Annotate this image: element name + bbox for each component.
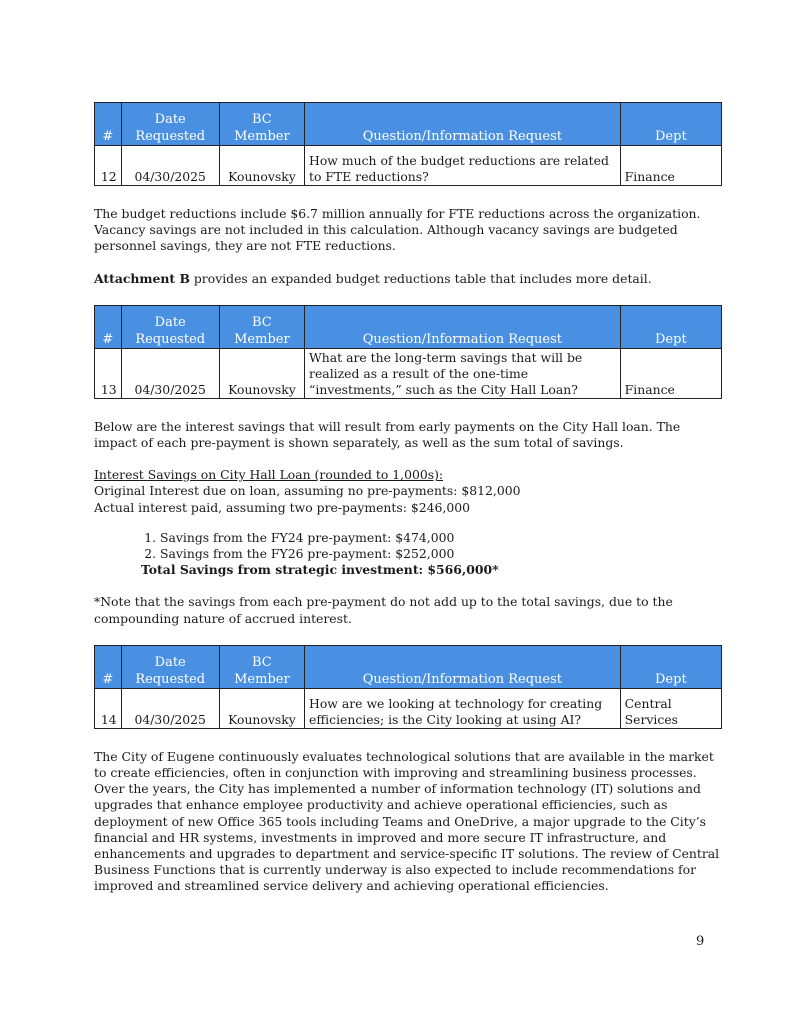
header-question: Question/Information Request (305, 103, 621, 146)
actual-interest-line: Actual interest paid, assuming two pre-payments: $246,000 (94, 499, 470, 515)
list-item: 1. Savings from the FY24 pre-payment: $474,000 (160, 530, 722, 546)
original-interest-line: Original Interest due on loan, assuming no pre-payments: $812,000 (94, 483, 521, 499)
page-number: 9 (696, 934, 705, 949)
header-question: Question/Information Request (305, 305, 621, 348)
header-dept: Dept (620, 305, 721, 348)
row-dept: Finance (620, 146, 721, 186)
row-dept: Finance (620, 348, 721, 398)
list-item: 2. Savings from the FY26 pre-payment: $252,000 (160, 546, 722, 562)
table-row (95, 348, 722, 398)
question-table-14 (94, 645, 722, 729)
savings-list (94, 530, 722, 562)
attachment-text: provides an expanded budget reductions table that includes more detail. (189, 270, 652, 286)
table-header-row (95, 305, 722, 348)
header-num: # (95, 305, 122, 348)
header-date: Date Requested (121, 305, 219, 348)
header-question: Question/Information Request (305, 645, 621, 688)
attachment-note (94, 271, 722, 287)
header-date: Date Requested (121, 645, 219, 688)
row-question: How much of the budget reductions are related to FTE reductions? (305, 146, 621, 186)
row-date: 04/30/2025 (121, 688, 219, 728)
row-question: How are we looking at technology for creating efficiencies; is the City looking at using AI? (305, 688, 621, 728)
row-date: 04/30/2025 (121, 146, 219, 186)
row-question: What are the long-term savings that will be realized as a result of the one-time “investments,” such as the City Hall Loan? (305, 348, 621, 398)
row-member: Kounovsky (219, 146, 304, 186)
row-date: 04/30/2025 (121, 348, 219, 398)
compounding-note: *Note that the savings from each pre-payment do not add up to the total savings, due to the compounding nature of accrued interest. (94, 594, 673, 626)
row-member: Kounovsky (219, 348, 304, 398)
answer-14-paragraph: The City of Eugene continuously evaluates technological solutions that are available in the market to create efficiencies, often in conjunction with improving and streamlining business processes. Over the years, the City has implemented a number of information technology (IT) solutions and upgrades that enhance employee productivity and achieve operational efficiencies, such as deployment of new Office 365 tools including Teams and OneDrive, a major upgrade to the City’s financial and HR systems, investments in improved and more secure IT infrastructure, and enhancements and upgrades to department and service-specific IT solutions. The review of Central Business Functions that is currently underway is also expected to include recommendations for improved and streamlined service delivery and achieving operational efficiencies. (94, 748, 720, 894)
document-page (94, 102, 722, 895)
attachment-label: Attachment B (94, 270, 190, 286)
table-row (95, 688, 722, 728)
total-savings-line: Total Savings from strategic investment: $566,000* (141, 562, 499, 578)
header-dept: Dept (620, 645, 721, 688)
header-date: Date Requested (121, 103, 219, 146)
header-bc-member: BC Member (219, 305, 304, 348)
table-header-row (95, 645, 722, 688)
header-bc-member: BC Member (219, 645, 304, 688)
answer-12-paragraph: The budget reductions include $6.7 million annually for FTE reductions across the organization. Vacancy savings are not included in this calculation. Although vacancy savings are budgeted personnel savings, they are not FTE reductions. (94, 206, 701, 254)
table-row (95, 146, 722, 186)
table-header-row (95, 103, 722, 146)
row-num: 14 (95, 688, 122, 728)
header-bc-member: BC Member (219, 103, 304, 146)
row-dept: Central Services (620, 688, 721, 728)
answer-13-intro: Below are the interest savings that will result from early payments on the City Hall loan. The impact of each pre-payment is shown separately, as well as the sum total of savings. (94, 418, 681, 451)
question-table-12 (94, 102, 722, 186)
header-num: # (95, 103, 122, 146)
row-num: 13 (95, 348, 122, 398)
row-member: Kounovsky (219, 688, 304, 728)
header-num: # (95, 645, 122, 688)
header-dept: Dept (620, 103, 721, 146)
interest-savings-heading: Interest Savings on City Hall Loan (rounded to 1,000s): (94, 467, 444, 483)
row-num: 12 (95, 146, 122, 186)
question-table-13 (94, 305, 722, 399)
